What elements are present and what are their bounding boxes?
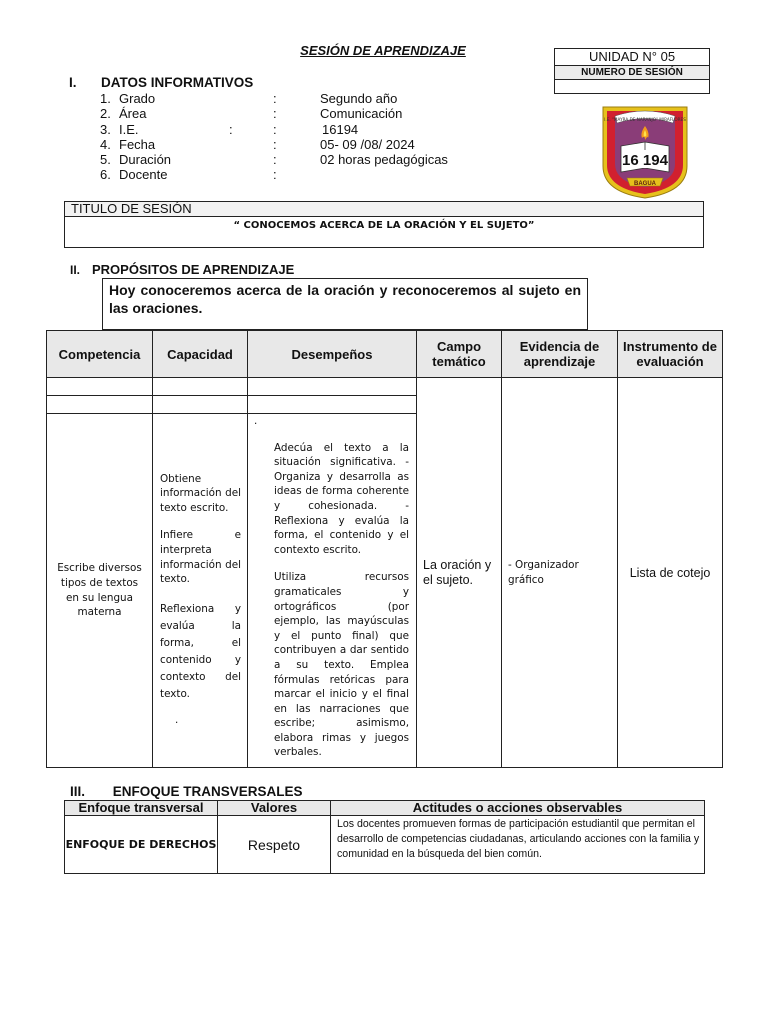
instrumento-cell: Lista de cotejo	[618, 378, 723, 768]
datos-label: Área	[119, 106, 147, 122]
datos-roman: I.	[69, 75, 77, 90]
evidencia-cell: - Organizador gráfico	[502, 378, 618, 768]
table-header-row	[47, 331, 723, 378]
datos-colon: :	[273, 91, 277, 106]
titulo-sesion-text: “ CONOCEMOS ACERCA DE LA ORACIÓN Y EL SUJETO”	[233, 220, 535, 231]
datos-colon: :	[273, 106, 277, 122]
capacidad-dot: .	[175, 713, 179, 726]
header-evidencia: Evidencia de aprendizaje	[502, 331, 618, 378]
empty-cell	[153, 396, 248, 414]
datos-label: Grado	[119, 91, 156, 106]
desempeno-1: Adecúa el texto a la situación significativa. - Organiza y desarrolla as ideas de forma coherente y cohesionada. - Reflexiona y evalúa la forma, el contenido y el contexto escrito.	[274, 441, 409, 556]
enfoques-row	[65, 816, 705, 874]
empty-cell	[248, 378, 417, 396]
header-actitudes: Actitudes o acciones observables	[331, 801, 705, 816]
datos-value: 16194	[322, 121, 359, 137]
unidad-box	[554, 48, 710, 94]
capacidad-3: Reflexiona y evalúa la forma, el contenido y contexto del texto.	[160, 602, 241, 700]
titulo-sesion-box	[64, 201, 704, 248]
campo-tematico-cell: La oración y el sujeto.	[417, 378, 502, 768]
desempeno-2: Utiliza recursos gramaticales y ortográficos (por ejemplo, las mayúsculas y el punto final) que contribuyen a dar sentido a su texto. Emplea fórmulas retóricas para marcar el inicio y el final en las narraciones que escribe; asimismo, elabora rimas y juegos verbales.	[274, 571, 409, 759]
datos-colon: :	[273, 152, 277, 168]
datos-label: I.E.	[119, 121, 139, 137]
datos-num: 1.	[100, 91, 111, 106]
header-instrumento: Instrumento de evaluación	[618, 331, 723, 378]
datos-colon: :	[229, 121, 233, 137]
capacidad-1: Obtiene información del texto escrito.	[160, 472, 241, 514]
datos-colon: :	[273, 121, 277, 137]
header-capacidad: Capacidad	[153, 331, 248, 378]
desempenos-cell	[248, 414, 417, 768]
enfoque-actitudes: Los docentes promueven formas de participación estudiantil que permitan el desarrollo de competencias ciudadanas, articulando acciones con la familia y comunidad en la búsqueda del bien común.	[331, 816, 705, 874]
datos-num: 6.	[100, 167, 111, 183]
header-valores: Valores	[218, 801, 331, 816]
unidad-label: UNIDAD N° 05	[555, 49, 709, 66]
seal-banner-text: I.E. "MAYRA DE NARANJO" MIRAFLORES	[604, 117, 686, 122]
datos-colon: :	[273, 167, 277, 183]
empty-cell	[47, 396, 153, 414]
empty-cell	[47, 378, 153, 396]
datos-value: 05- 09 /08/ 2024	[320, 136, 415, 152]
propositos-roman: II.	[70, 263, 81, 277]
header-desempenos: Desempeños	[248, 331, 417, 378]
school-seal-image	[601, 104, 689, 200]
datos-label: Duración	[119, 152, 172, 168]
header-campo-tematico: Campo temático	[417, 331, 502, 378]
propositos-heading: PROPÓSITOS DE APRENDIZAJE	[92, 262, 295, 277]
enfoques-roman: III.	[70, 784, 86, 799]
proposito-text: Hoy conoceremos acerca de la oración y reconoceremos al sujeto en las oraciones.	[102, 278, 588, 330]
document-title: SESIÓN DE APRENDIZAJE	[300, 43, 466, 58]
datos-value: 02 horas pedagógicas	[320, 152, 448, 168]
datos-value: Comunicación	[320, 106, 403, 122]
desempeno-dot: .	[254, 415, 258, 427]
empty-cell	[248, 396, 417, 414]
titulo-sesion-label: TITULO DE SESIÓN	[65, 202, 703, 217]
school-seal	[601, 104, 689, 200]
capacidad-2: Infiere e interpreta información del texto.	[160, 529, 241, 586]
enfoques-heading-text: ENFOQUE TRANSVERSALES	[112, 784, 303, 799]
enfoques-heading	[70, 784, 303, 799]
planning-table	[46, 330, 723, 768]
header-enfoque: Enfoque transversal	[65, 801, 218, 816]
datos-num: 5.	[100, 152, 111, 168]
capacidad-cell	[153, 414, 248, 768]
datos-num: 4.	[100, 136, 111, 152]
table-row-empty	[47, 378, 723, 396]
numero-sesion-label: NUMERO DE SESIÓN	[555, 66, 709, 80]
datos-num: 3.	[100, 121, 111, 137]
datos-label: Docente	[119, 167, 168, 183]
seal-number: 16 194	[622, 152, 668, 169]
enfoque-valor: Respeto	[218, 816, 331, 874]
datos-colon: :	[273, 136, 277, 152]
datos-label: Fecha	[119, 136, 156, 152]
empty-cell	[153, 378, 248, 396]
header-competencia: Competencia	[47, 331, 153, 378]
competencia-text: Escribe diversos tipos de textos en su lengua materna	[57, 562, 142, 619]
datos-heading: DATOS INFORMATIVOS	[101, 75, 254, 90]
datos-num: 2.	[100, 106, 111, 122]
competencia-cell	[47, 414, 153, 768]
enfoques-table	[64, 800, 705, 874]
enfoques-header-row	[65, 801, 705, 816]
enfoque-name: ENFOQUE DE DERECHOS	[65, 816, 218, 874]
datos-value: Segundo año	[320, 91, 398, 106]
seal-place: BAGUA	[634, 181, 656, 187]
